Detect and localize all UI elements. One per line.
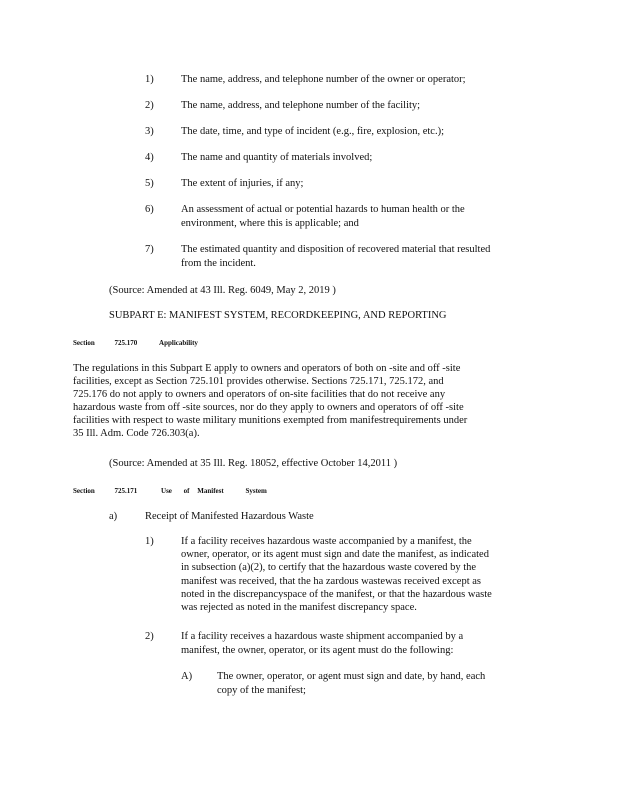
section-number: 725.170 [114,339,138,347]
list-item-number: 3) [145,126,154,137]
list-item-text: If a facility receives a hazardous waste shipment accompanied by a manifest, the owner, operator, or its agent must do the following: [181,631,464,656]
list-item-number: 5) [145,178,154,189]
source-note: (Source: Amended at 43 Ill. Reg. 6049, May 2, 2019 ) [109,285,336,296]
list-item-text: An assessment of actual or potential hazards to human health or the environment, where this is applicable; and [181,204,465,229]
list-item-text: The name, address, and telephone number of the facility; [181,100,421,111]
list-item-text: The date, time, and type of incident (e.g., fire, explosion, etc.); [181,126,444,137]
list-item-number: 4) [145,152,154,163]
list-item-text: The name, address, and telephone number of the owner or operator; [181,74,466,85]
section-title: Applicability [159,339,198,347]
list-item-text: The name and quantity of materials involved; [181,152,373,163]
list-item-text: The estimated quantity and disposition of recovered material that resulted from the incident. [181,244,491,269]
list-item-number: 2) [145,100,154,111]
section-title-word: of [183,487,190,495]
list-item-text: Receipt of Manifested Hazardous Waste [145,511,314,522]
section-title-word: Use [161,487,172,495]
section-label: Section [73,487,95,495]
subpart-heading: SUBPART E: MANIFEST SYSTEM, RECORDKEEPING, AND REPORTING [109,310,447,321]
section-title-word: Manifest [197,487,224,495]
section-number: 725.171 [114,487,138,495]
list-item-number: 2) [145,631,154,642]
source-note: (Source: Amended at 35 Ill. Reg. 18052, effective October 14,2011 ) [109,458,398,469]
list-item-number: 7) [145,244,154,255]
list-item-text: The owner, operator, or agent must sign and date, by hand, each copy of the manifest; [217,671,486,696]
list-item-number: 6) [145,204,154,215]
list-item-text: The extent of injuries, if any; [181,178,304,189]
list-item-number: 1) [145,74,154,85]
section-paragraph: The regulations in this Subpart E apply to owners and operators of both on -site and off -site facilities, except as Section 725.101 provides otherwise. Sections 725.171, 725.172, and 725.176 do not apply to owners and operators of on-site facilities that do not receive any hazardous waste from off -site sources, nor do they apply to owners and operators of off -site facilities with respect to waste military munitions exempted from manifestrequirements under 35 Ill. Adm. Code 726.303(a). [73,363,468,439]
section-heading [73,338,198,348]
list-item-text: If a facility receives hazardous waste accompanied by a manifest, the owner, operator, or its agent must sign and date the manifest, as indicated in subsection (a)(2), to certify that the hazardous waste covered by the manifest was received, that the ha zardous wastewas received except as noted in the discrepancyspace of the manifest, or that the hazardous waste was rejected as noted in the manifest discrepancy space. [181,536,492,614]
section-heading [73,486,267,496]
list-item-number: A) [181,671,193,682]
list-item-number: a) [109,511,118,522]
section-label: Section [73,339,95,347]
section-title-word: System [245,487,267,495]
list-item-number: 1) [145,536,154,547]
